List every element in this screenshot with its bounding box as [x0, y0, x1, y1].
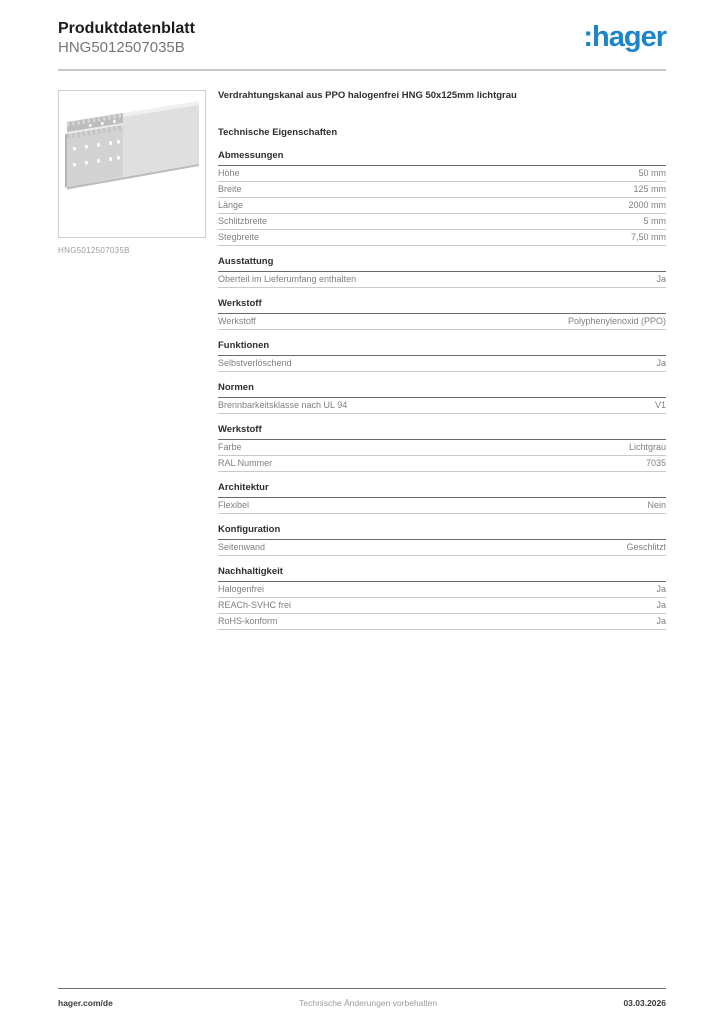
page-header — [58, 19, 666, 57]
main-content — [58, 90, 666, 630]
spec-section — [218, 482, 666, 514]
spec-row — [218, 440, 666, 456]
spec-value: Ja — [656, 358, 666, 368]
spec-value: 2000 mm — [628, 200, 666, 210]
footer-date: 03.03.2026 — [623, 998, 666, 1008]
spec-section — [218, 256, 666, 288]
section-heading: Ausstattung — [218, 256, 666, 272]
spec-section — [218, 382, 666, 414]
spec-label: REACh-SVHC frei — [218, 600, 292, 610]
spec-row — [218, 272, 666, 288]
spec-value: Ja — [656, 616, 666, 626]
section-heading: Konfiguration — [218, 524, 666, 540]
footer-notice: Technische Änderungen vorbehalten — [299, 998, 438, 1008]
spec-label: Oberteil im Lieferumfang enthalten — [218, 274, 357, 284]
spec-section — [218, 298, 666, 330]
section-heading: Architektur — [218, 482, 666, 498]
spec-row — [218, 166, 666, 182]
spec-value: 125 mm — [633, 184, 666, 194]
spec-value: Polyphenylenoxid (PPO) — [567, 316, 666, 326]
footer-row — [58, 998, 666, 1008]
spec-label: Halogenfrei — [218, 584, 265, 594]
technical-properties-heading: Technische Eigenschaften — [218, 127, 338, 138]
spec-label: Farbe — [218, 442, 242, 452]
hager-logo: :hager — [583, 21, 666, 53]
spec-label: Schlitzbreite — [218, 216, 268, 226]
section-heading: Normen — [218, 382, 666, 398]
spec-value: V1 — [654, 400, 666, 410]
product-image-box — [58, 90, 206, 238]
spec-value: Ja — [656, 600, 666, 610]
spec-section — [218, 566, 666, 630]
section-heading: Werkstoff — [218, 424, 666, 440]
spec-label: Selbstverlöschend — [218, 358, 292, 368]
spec-label: Brennbarkeitsklasse nach UL 94 — [218, 400, 348, 410]
product-title: Verdrahtungskanal aus PPO halogenfrei HNG 50x125mm lichtgrau — [218, 90, 517, 101]
header-divider — [58, 69, 666, 71]
product-image-caption: HNG5012507035B — [58, 246, 130, 255]
spec-row — [218, 356, 666, 372]
spec-label: Länge — [218, 200, 244, 210]
spec-row — [218, 582, 666, 598]
spec-row — [218, 230, 666, 246]
spec-row — [218, 598, 666, 614]
spec-value: 5 mm — [643, 216, 666, 226]
spec-row — [218, 614, 666, 630]
section-heading: Nachhaltigkeit — [218, 566, 666, 582]
spec-value: Geschlitzt — [626, 542, 666, 552]
spec-value: 50 mm — [638, 168, 666, 178]
spec-value: 7,50 mm — [630, 232, 666, 242]
spec-row — [218, 314, 666, 330]
spec-row — [218, 182, 666, 198]
spec-label: RAL Nummer — [218, 458, 273, 468]
section-heading: Abmessungen — [218, 150, 666, 166]
section-heading: Werkstoff — [218, 298, 666, 314]
spec-section — [218, 150, 666, 246]
spec-row — [218, 214, 666, 230]
spec-row — [218, 398, 666, 414]
spec-value: Nein — [647, 500, 666, 510]
spec-value: Ja — [656, 584, 666, 594]
spec-value: Ja — [656, 274, 666, 284]
wiring-duct-image — [59, 91, 205, 237]
spec-section — [218, 424, 666, 472]
spec-row — [218, 198, 666, 214]
spec-row — [218, 456, 666, 472]
section-heading: Funktionen — [218, 340, 666, 356]
spec-row — [218, 498, 666, 514]
spec-label: Flexibel — [218, 500, 250, 510]
page-footer — [58, 988, 666, 1008]
product-code: HNG5012507035B — [58, 39, 185, 56]
spec-value: 7035 — [645, 458, 666, 468]
spec-label: Breite — [218, 184, 242, 194]
footer-website: hager.com/de — [58, 998, 113, 1008]
spec-sections — [218, 150, 666, 630]
document-title: Produktdatenblatt — [58, 20, 195, 37]
spec-column — [218, 90, 666, 630]
product-image-column — [58, 90, 206, 630]
spec-label: Werkstoff — [218, 316, 256, 326]
header-text-block — [58, 19, 195, 57]
spec-section — [218, 340, 666, 372]
spec-label: Höhe — [218, 168, 240, 178]
spec-section — [218, 524, 666, 556]
spec-value: Lichtgrau — [628, 442, 666, 452]
spec-label: RoHS-konform — [218, 616, 278, 626]
footer-divider — [58, 988, 666, 989]
spec-row — [218, 540, 666, 556]
spec-label: Stegbreite — [218, 232, 260, 242]
spec-label: Seitenwand — [218, 542, 266, 552]
